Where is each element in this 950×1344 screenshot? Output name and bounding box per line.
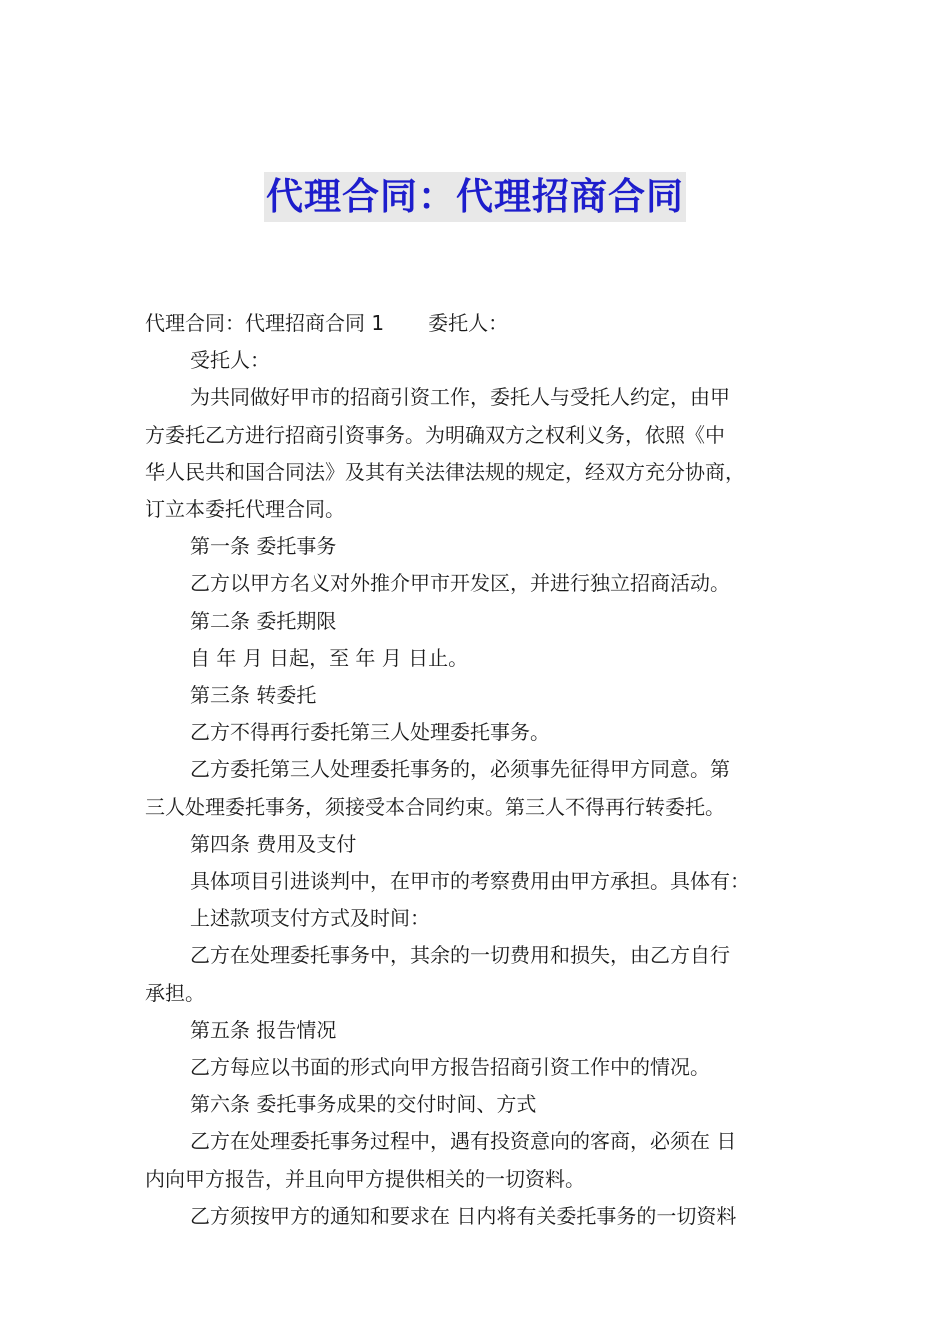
paragraph: 受托人： <box>190 348 270 373</box>
article-heading: 第四条 费用及支付 <box>190 831 357 856</box>
article-heading: 第五条 报告情况 <box>190 1017 337 1042</box>
paragraph: 上述款项支付方式及时间： <box>190 906 430 931</box>
article-heading: 第六条 委托事务成果的交付时间、方式 <box>190 1092 537 1117</box>
paragraph: 乙方每应以书面的形式向甲方报告招商引资工作中的情况。 <box>190 1055 710 1080</box>
contract-heading-line <box>145 305 810 342</box>
article-heading: 第一条 委托事务 <box>190 534 337 559</box>
article-heading: 第三条 转委托 <box>190 683 317 708</box>
paragraph: 乙方在处理委托事务中，其余的一切费用和损失，由乙方自行 <box>190 943 730 968</box>
paragraph: 华人民共和国合同法》及其有关法律法规的规定，经双方充分协商， <box>145 459 745 484</box>
client-label: 委托人： <box>428 311 509 335</box>
article-heading: 第二条 委托期限 <box>190 608 337 633</box>
paragraph: 自 年 月 日起，至 年 月 日止。 <box>190 645 469 670</box>
paragraph: 乙方不得再行委托第三人处理委托事务。 <box>190 720 550 745</box>
document-body <box>145 305 810 1235</box>
paragraph: 方委托乙方进行招商引资事务。为明确双方之权利义务，依照《中 <box>145 422 725 447</box>
paragraph: 具体项目引进谈判中，在甲市的考察费用由甲方承担。具体有： <box>190 869 750 894</box>
paragraph: 为共同做好甲市的招商引资工作，委托人与受托人约定，由甲 <box>190 385 730 410</box>
paragraph: 乙方须按甲方的通知和要求在 日内将有关委托事务的一切资料 <box>190 1203 737 1228</box>
paragraph: 乙方委托第三人处理委托事务的，必须事先征得甲方同意。第 <box>190 757 730 782</box>
paragraph: 乙方以甲方名义对外推介甲市开发区，并进行独立招商活动。 <box>190 571 730 596</box>
paragraph: 乙方在处理委托事务过程中，遇有投资意向的客商，必须在 日 <box>190 1129 737 1154</box>
paragraph: 三人处理委托事务，须接受本合同约束。第三人不得再行转委托。 <box>145 794 725 819</box>
paragraph: 内向甲方报告，并且向甲方提供相关的一切资料。 <box>145 1166 585 1191</box>
contract-subtitle: 代理合同：代理招商合同 1 <box>145 311 385 335</box>
title-container <box>0 172 950 222</box>
paragraph: 订立本委托代理合同。 <box>145 497 345 522</box>
document-title: 代理合同：代理招商合同 <box>264 172 686 222</box>
paragraph: 承担。 <box>145 980 205 1005</box>
